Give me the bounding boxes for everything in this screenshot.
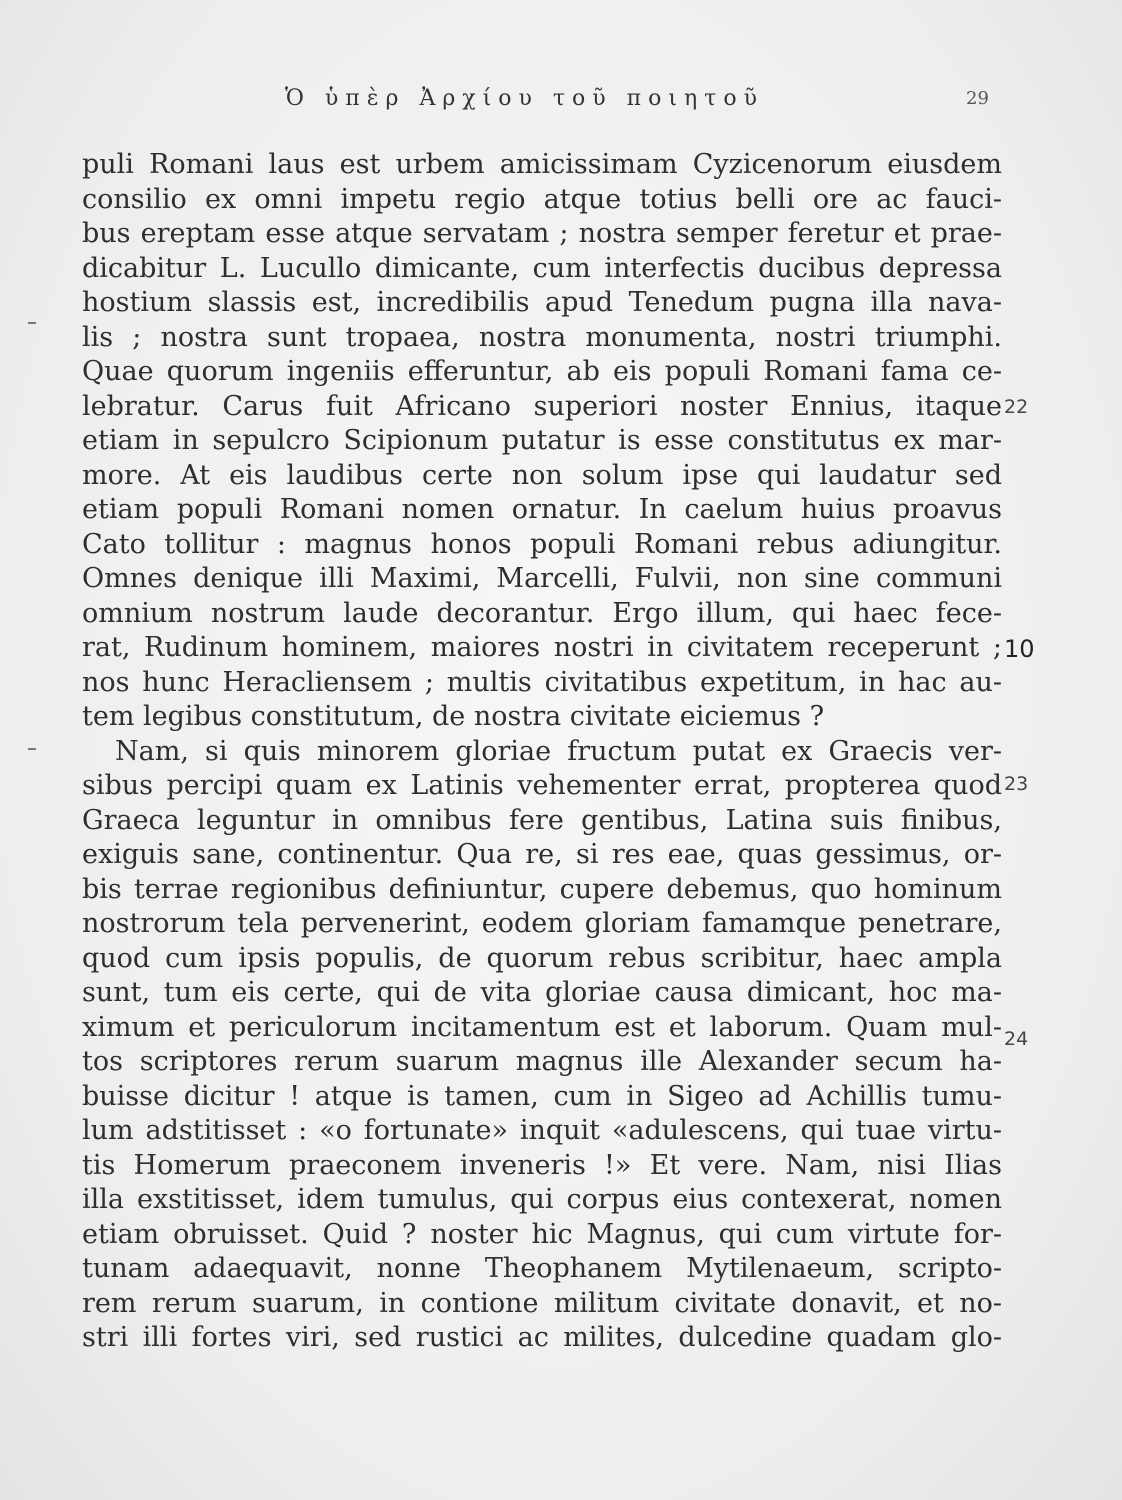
running-title: Ὁ ὑπὲρ Ἀρχίου τοῦ ποιητοῦ — [285, 86, 764, 111]
text-line: etiam populi Romani nomen ornatur. In caelum huius proavus — [82, 494, 1002, 525]
text-line: more. At eis laudibus certe non solum ipse qui laudatur sed — [82, 459, 1002, 491]
text-line: Graeca leguntur in omnibus fere gentibus, Latina suis finibus, — [82, 804, 1002, 836]
text-line-paragraph-start: Nam, si quis minorem gloriae fructum putat ex Graecis ver- — [115, 735, 1002, 767]
text-line: illa exstitisset, idem tumulus, qui corpus eius contexerat, nomen — [82, 1184, 1002, 1215]
print-edge-mark — [28, 748, 36, 750]
page-number: 29 — [966, 88, 989, 109]
margin-line-number: 10 — [1004, 635, 1035, 663]
text-line: bis terrae regionibus definiuntur, cupere debemus, quo hominum — [82, 873, 1002, 905]
text-line: tunam adaequavit, nonne Theophanem Mytilenaeum, scripto- — [82, 1253, 1002, 1284]
text-line: consilio ex omni impetu regio atque totius belli ore ac fauci- — [82, 183, 1002, 215]
text-line: sunt, tum eis certe, qui de vita gloriae causa dimicant, hoc ma- — [82, 977, 1002, 1008]
text-line: tos scriptores rerum suarum magnus ille Alexander secum ha- — [82, 1046, 1002, 1077]
text-line: bus ereptam esse atque servatam ; nostra semper feretur et prae- — [82, 218, 1002, 249]
text-line: omnium nostrum laude decorantur. Ergo illum, qui haec fece- — [82, 597, 1002, 629]
text-line: hostium slassis est, incredibilis apud Tenedum pugna illa nava- — [82, 287, 1002, 318]
text-line: etiam obruisset. Quid ? noster hic Magnus, qui cum virtute for- — [82, 1218, 1002, 1250]
text-line: nostrorum tela pervenerint, eodem gloriam famamque penetrare, — [82, 908, 1002, 939]
text-line: lum adstitisset : «o fortunate» inquit «adulescens, qui tuae virtu- — [82, 1115, 1002, 1146]
text-line: Cato tollitur : magnus honos populi Romani rebus adiungitur. — [82, 528, 1002, 560]
text-line: exiguis sane, continentur. Qua re, si res eae, quas gessimus, or- — [82, 839, 1002, 870]
running-head — [0, 86, 1122, 120]
text-line: lebratur. Carus fuit Africano superiori noster Ennius, itaque — [82, 390, 1002, 422]
margin-section-number: 22 — [1004, 396, 1029, 418]
text-line: Quae quorum ingeniis efferuntur, ab eis populi Romani fama ce- — [82, 356, 1002, 387]
text-line: buisse dicitur ! atque is tamen, cum in Sigeo ad Achillis tumu- — [82, 1080, 1002, 1112]
text-line: sibus percipi quam ex Latinis vehementer errat, propterea quod — [82, 770, 1002, 801]
print-edge-mark — [28, 322, 36, 324]
text-line-paragraph-end: tem legibus constitutum, de nostra civitate eiciemus ? — [82, 701, 825, 732]
text-line: tis Homerum praeconem inveneris !» Et vere. Nam, nisi Ilias — [82, 1149, 1002, 1181]
text-line: dicabitur L. Lucullo dimicante, cum interfectis ducibus depressa — [82, 252, 1002, 284]
text-line: lis ; nostra sunt tropaea, nostra monumenta, nostri triumphi. — [82, 321, 1002, 353]
text-line: rat, Rudinum hominem, maiores nostri in civitatem receperunt ; — [82, 632, 1002, 663]
text-line: quod cum ipsis populis, de quorum rebus scribitur, haec ampla — [82, 942, 1002, 974]
text-line: ximum et periculorum incitamentum est et laborum. Quam mul- — [82, 1011, 1002, 1043]
text-line: nos hunc Heracliensem ; multis civitatibus expetitum, in hac au- — [82, 666, 1002, 698]
text-line: Omnes denique illi Maximi, Marcelli, Fulvii, non sine communi — [82, 563, 1002, 594]
text-line: etiam in sepulcro Scipionum putatur is esse constitutus ex mar- — [82, 425, 1002, 456]
body-text — [82, 148, 1002, 1356]
margin-section-number: 23 — [1004, 773, 1029, 795]
margin-section-number: 24 — [1004, 1028, 1029, 1050]
text-line: stri illi fortes viri, sed rustici ac milites, dulcedine quadam glo- — [82, 1322, 1002, 1353]
text-line: rem rerum suarum, in contione militum civitate donavit, et no- — [82, 1287, 1002, 1319]
text-line: puli Romani laus est urbem amicissimam Cyzicenorum eiusdem — [82, 149, 1002, 180]
